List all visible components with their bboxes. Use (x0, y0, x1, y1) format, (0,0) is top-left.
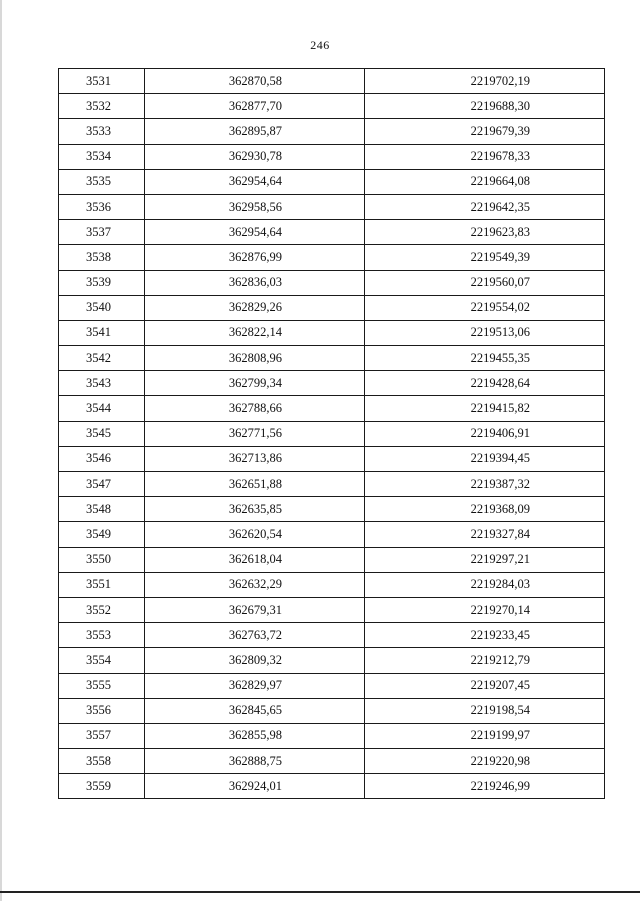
x-coordinate-cell: 362958,56 (145, 194, 365, 219)
point-number-cell: 3553 (59, 623, 145, 648)
table-row (59, 472, 605, 497)
point-number-cell: 3541 (59, 320, 145, 345)
table-row (59, 673, 605, 698)
point-number-cell: 3534 (59, 144, 145, 169)
table-row (59, 698, 605, 723)
x-coordinate-cell: 362888,75 (145, 749, 365, 774)
y-coordinate-cell: 2219387,32 (365, 472, 605, 497)
x-coordinate-cell: 362822,14 (145, 320, 365, 345)
table-row (59, 320, 605, 345)
x-coordinate-cell: 362954,64 (145, 169, 365, 194)
table-row (59, 396, 605, 421)
table-row (59, 94, 605, 119)
x-coordinate-cell: 362808,96 (145, 346, 365, 371)
y-coordinate-cell: 2219642,35 (365, 194, 605, 219)
y-coordinate-cell: 2219199,97 (365, 723, 605, 748)
x-coordinate-cell: 362771,56 (145, 421, 365, 446)
y-coordinate-cell: 2219327,84 (365, 522, 605, 547)
table-row (59, 194, 605, 219)
x-coordinate-cell: 362845,65 (145, 698, 365, 723)
y-coordinate-cell: 2219623,83 (365, 220, 605, 245)
y-coordinate-cell: 2219368,09 (365, 497, 605, 522)
y-coordinate-cell: 2219702,19 (365, 69, 605, 94)
y-coordinate-cell: 2219406,91 (365, 421, 605, 446)
x-coordinate-cell: 362618,04 (145, 547, 365, 572)
x-coordinate-cell: 362632,29 (145, 572, 365, 597)
point-number-cell: 3538 (59, 245, 145, 270)
table-row (59, 220, 605, 245)
x-coordinate-cell: 362924,01 (145, 774, 365, 799)
table-row (59, 597, 605, 622)
point-number-cell: 3531 (59, 69, 145, 94)
point-number-cell: 3544 (59, 396, 145, 421)
point-number-cell: 3549 (59, 522, 145, 547)
table-row (59, 572, 605, 597)
table-row (59, 346, 605, 371)
y-coordinate-cell: 2219270,14 (365, 597, 605, 622)
point-number-cell: 3535 (59, 169, 145, 194)
x-coordinate-cell: 362713,86 (145, 446, 365, 471)
point-number-cell: 3556 (59, 698, 145, 723)
x-coordinate-cell: 362651,88 (145, 472, 365, 497)
y-coordinate-cell: 2219513,06 (365, 320, 605, 345)
y-coordinate-cell: 2219688,30 (365, 94, 605, 119)
y-coordinate-cell: 2219220,98 (365, 749, 605, 774)
bottom-rule (0, 891, 640, 893)
point-number-cell: 3537 (59, 220, 145, 245)
point-number-cell: 3533 (59, 119, 145, 144)
point-number-cell: 3547 (59, 472, 145, 497)
point-number-cell: 3552 (59, 597, 145, 622)
table-row (59, 723, 605, 748)
y-coordinate-cell: 2219560,07 (365, 270, 605, 295)
y-coordinate-cell: 2219198,54 (365, 698, 605, 723)
point-number-cell: 3551 (59, 572, 145, 597)
y-coordinate-cell: 2219297,21 (365, 547, 605, 572)
x-coordinate-cell: 362788,66 (145, 396, 365, 421)
x-coordinate-cell: 362620,54 (145, 522, 365, 547)
y-coordinate-cell: 2219678,33 (365, 144, 605, 169)
scan-left-edge (0, 0, 2, 901)
y-coordinate-cell: 2219394,45 (365, 446, 605, 471)
table-row (59, 144, 605, 169)
x-coordinate-cell: 362799,34 (145, 371, 365, 396)
x-coordinate-cell: 362763,72 (145, 623, 365, 648)
y-coordinate-cell: 2219554,02 (365, 295, 605, 320)
table-row (59, 774, 605, 799)
y-coordinate-cell: 2219428,64 (365, 371, 605, 396)
y-coordinate-cell: 2219679,39 (365, 119, 605, 144)
x-coordinate-cell: 362876,99 (145, 245, 365, 270)
y-coordinate-cell: 2219455,35 (365, 346, 605, 371)
y-coordinate-cell: 2219284,03 (365, 572, 605, 597)
y-coordinate-cell: 2219246,99 (365, 774, 605, 799)
point-number-cell: 3542 (59, 346, 145, 371)
y-coordinate-cell: 2219233,45 (365, 623, 605, 648)
table-row (59, 270, 605, 295)
point-number-cell: 3546 (59, 446, 145, 471)
table-row (59, 648, 605, 673)
coordinates-table (58, 68, 605, 799)
table-row (59, 547, 605, 572)
x-coordinate-cell: 362635,85 (145, 497, 365, 522)
y-coordinate-cell: 2219664,08 (365, 169, 605, 194)
table-row (59, 421, 605, 446)
table-row (59, 497, 605, 522)
table-row (59, 69, 605, 94)
point-number-cell: 3536 (59, 194, 145, 219)
x-coordinate-cell: 362836,03 (145, 270, 365, 295)
point-number-cell: 3543 (59, 371, 145, 396)
table-row (59, 295, 605, 320)
y-coordinate-cell: 2219549,39 (365, 245, 605, 270)
x-coordinate-cell: 362829,26 (145, 295, 365, 320)
point-number-cell: 3559 (59, 774, 145, 799)
point-number-cell: 3554 (59, 648, 145, 673)
x-coordinate-cell: 362877,70 (145, 94, 365, 119)
table-row (59, 749, 605, 774)
point-number-cell: 3532 (59, 94, 145, 119)
table-row (59, 119, 605, 144)
table-row (59, 623, 605, 648)
x-coordinate-cell: 362809,32 (145, 648, 365, 673)
table-row (59, 169, 605, 194)
table-row (59, 446, 605, 471)
x-coordinate-cell: 362855,98 (145, 723, 365, 748)
x-coordinate-cell: 362679,31 (145, 597, 365, 622)
table-row (59, 522, 605, 547)
table-row (59, 245, 605, 270)
x-coordinate-cell: 362954,64 (145, 220, 365, 245)
page-number: 246 (310, 38, 330, 52)
point-number-cell: 3558 (59, 749, 145, 774)
y-coordinate-cell: 2219212,79 (365, 648, 605, 673)
x-coordinate-cell: 362895,87 (145, 119, 365, 144)
point-number-cell: 3539 (59, 270, 145, 295)
x-coordinate-cell: 362829,97 (145, 673, 365, 698)
point-number-cell: 3548 (59, 497, 145, 522)
y-coordinate-cell: 2219415,82 (365, 396, 605, 421)
point-number-cell: 3555 (59, 673, 145, 698)
y-coordinate-cell: 2219207,45 (365, 673, 605, 698)
coordinates-table-body (59, 69, 605, 799)
x-coordinate-cell: 362870,58 (145, 69, 365, 94)
point-number-cell: 3557 (59, 723, 145, 748)
point-number-cell: 3540 (59, 295, 145, 320)
point-number-cell: 3545 (59, 421, 145, 446)
point-number-cell: 3550 (59, 547, 145, 572)
table-row (59, 371, 605, 396)
x-coordinate-cell: 362930,78 (145, 144, 365, 169)
